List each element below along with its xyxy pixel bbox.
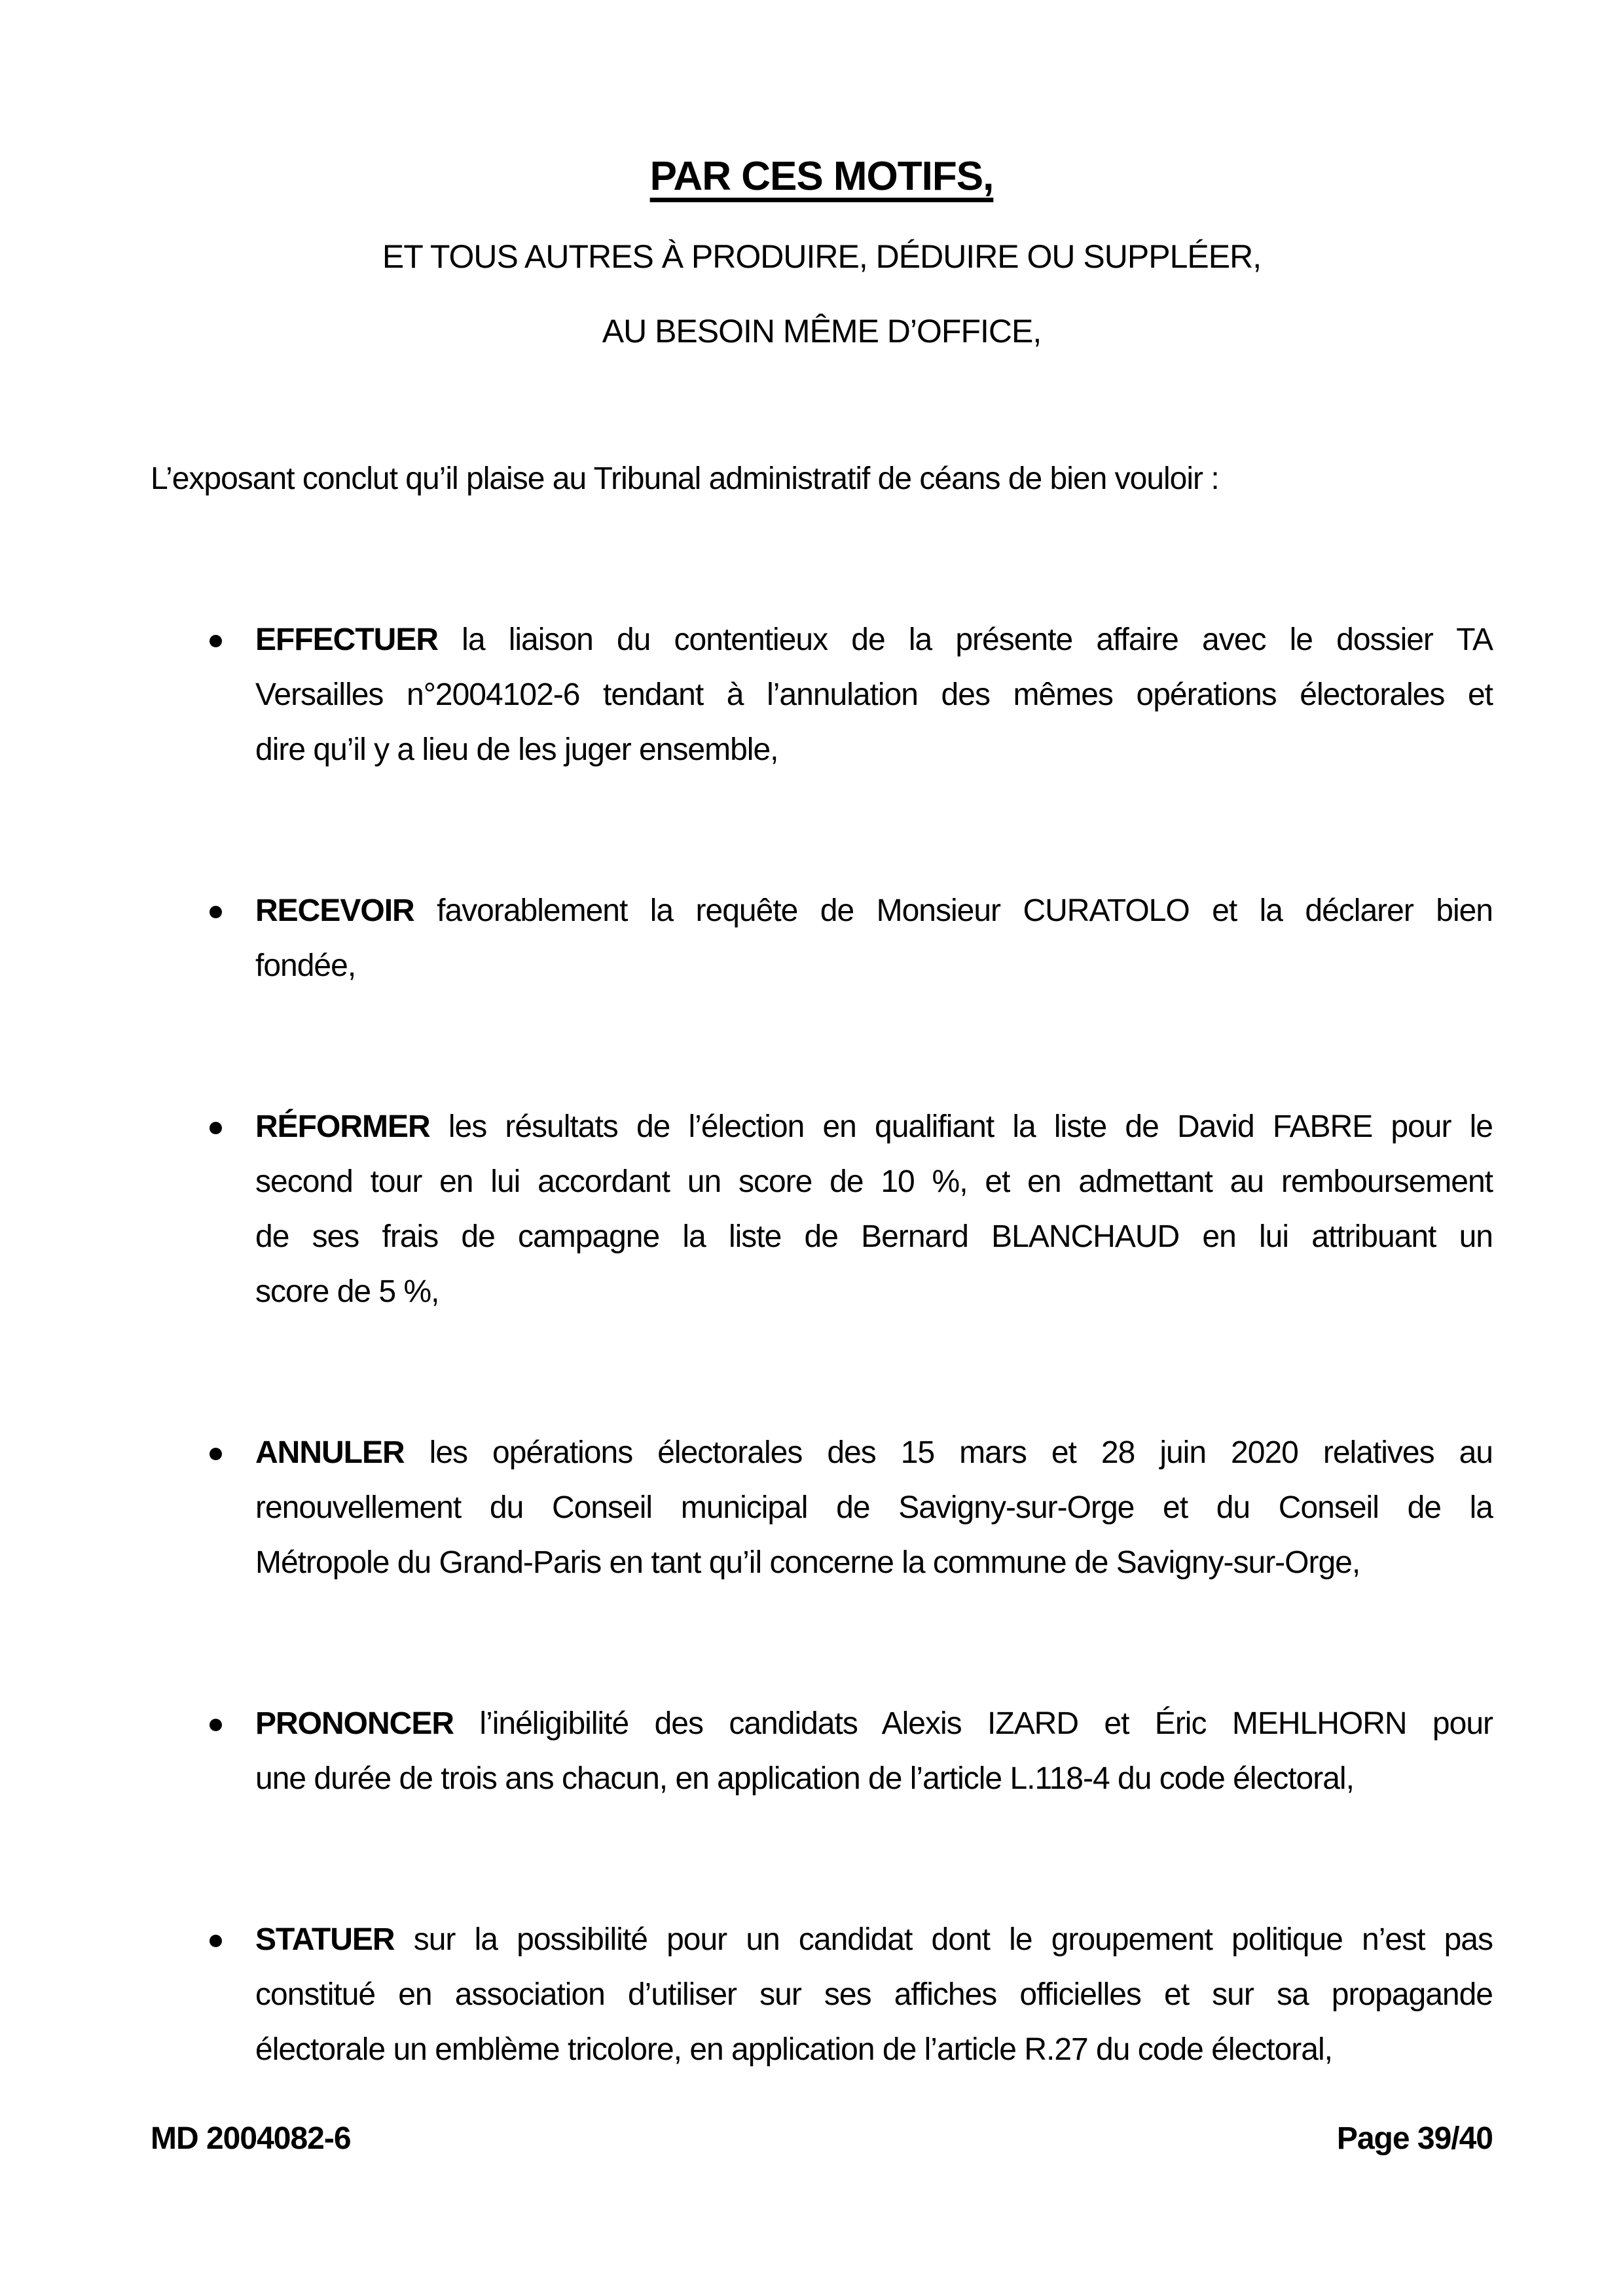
bullet-icon bbox=[210, 906, 222, 918]
list-item bbox=[151, 884, 1493, 994]
list-item-text: l’inéligibilité des candidats Alexis IZARD et Éric MEHLHORN pour bbox=[454, 1706, 1493, 1741]
bullet-icon bbox=[210, 1935, 222, 1947]
list-item-line bbox=[255, 1912, 1493, 1967]
footer-page-number: Page 39/40 bbox=[1336, 2121, 1493, 2156]
page-footer bbox=[151, 2119, 1493, 2159]
list-item bbox=[151, 613, 1493, 778]
list-item-verb: EFFECTUER bbox=[255, 622, 438, 657]
list-item-text: la liaison du contentieux de la présente affaire avec le dossier TA bbox=[438, 622, 1493, 657]
list-item-verb: RECEVOIR bbox=[255, 893, 414, 928]
document-title-text: PAR CES MOTIFS, bbox=[649, 154, 994, 199]
list-item-verb: PRONONCER bbox=[255, 1706, 454, 1741]
document-content bbox=[151, 149, 1493, 2077]
list-item-verb: RÉFORMER bbox=[255, 1109, 430, 1144]
list-item bbox=[151, 1912, 1493, 2077]
conclusions-list bbox=[151, 613, 1493, 2077]
list-item-line bbox=[255, 1696, 1493, 1751]
list-item-line: fondée, bbox=[255, 948, 356, 983]
list-item-line: score de 5 %, bbox=[255, 1274, 439, 1309]
list-item-line: constitué en association d’utiliser sur ses affiches officielles et sur sa propagande bbox=[255, 1977, 1493, 2012]
bullet-icon bbox=[210, 1448, 222, 1460]
list-item-line: Métropole du Grand-Paris en tant qu’il concerne la commune de Savigny-sur-Orge, bbox=[255, 1545, 1360, 1580]
bullet-icon bbox=[210, 1719, 222, 1731]
list-item-line bbox=[255, 613, 1493, 668]
list-item-text: sur la possibilité pour un candidat dont le groupement politique n’est pas bbox=[394, 1922, 1493, 1957]
list-item-line: électorale un emblème tricolore, en application de l’article R.27 du code électoral, bbox=[255, 2032, 1332, 2067]
bullet-icon bbox=[210, 1122, 222, 1134]
list-item-verb: STATUER bbox=[255, 1922, 395, 1957]
bullet-icon bbox=[210, 635, 222, 647]
subtitle-line-2: AU BESOIN MÊME D’OFFICE, bbox=[602, 313, 1042, 350]
list-item-line bbox=[255, 1100, 1493, 1155]
list-item-line: une durée de trois ans chacun, en application de l’article L.118-4 du code électoral, bbox=[255, 1761, 1354, 1796]
list-item-line: dire qu’il y a lieu de les juger ensemble, bbox=[255, 732, 778, 767]
intro-paragraph: L’exposant conclut qu’il plaise au Tribunal administratif de céans de bien vouloir : bbox=[151, 461, 1219, 496]
document-title bbox=[151, 149, 1493, 204]
footer-reference: MD 2004082-6 bbox=[151, 2121, 351, 2156]
list-item-verb: ANNULER bbox=[255, 1435, 405, 1470]
list-item bbox=[151, 1696, 1493, 1806]
list-item-line bbox=[255, 1426, 1493, 1480]
list-item-text: favorablement la requête de Monsieur CURATOLO et la déclarer bien bbox=[414, 893, 1493, 928]
list-item-text: les résultats de l’élection en qualifiant la liste de David FABRE pour le bbox=[429, 1109, 1493, 1144]
list-item bbox=[151, 1426, 1493, 1590]
list-item-text: les opérations électorales des 15 mars et 28 juin 2020 relatives au bbox=[404, 1435, 1493, 1470]
list-item-line: renouvellement du Conseil municipal de Savigny-sur-Orge et du Conseil de la bbox=[255, 1490, 1493, 1525]
subtitle-line-1: ET TOUS AUTRES À PRODUIRE, DÉDUIRE OU SUPPLÉER, bbox=[382, 238, 1262, 275]
list-item-line: second tour en lui accordant un score de 10 %, et en admettant au remboursement bbox=[255, 1164, 1493, 1199]
list-item-line bbox=[255, 884, 1493, 939]
list-item-line: de ses frais de campagne la liste de Bernard BLANCHAUD en lui attribuant un bbox=[255, 1219, 1493, 1254]
list-item-line: Versailles n°2004102-6 tendant à l’annulation des mêmes opérations électorales et bbox=[255, 677, 1493, 712]
list-item bbox=[151, 1100, 1493, 1319]
